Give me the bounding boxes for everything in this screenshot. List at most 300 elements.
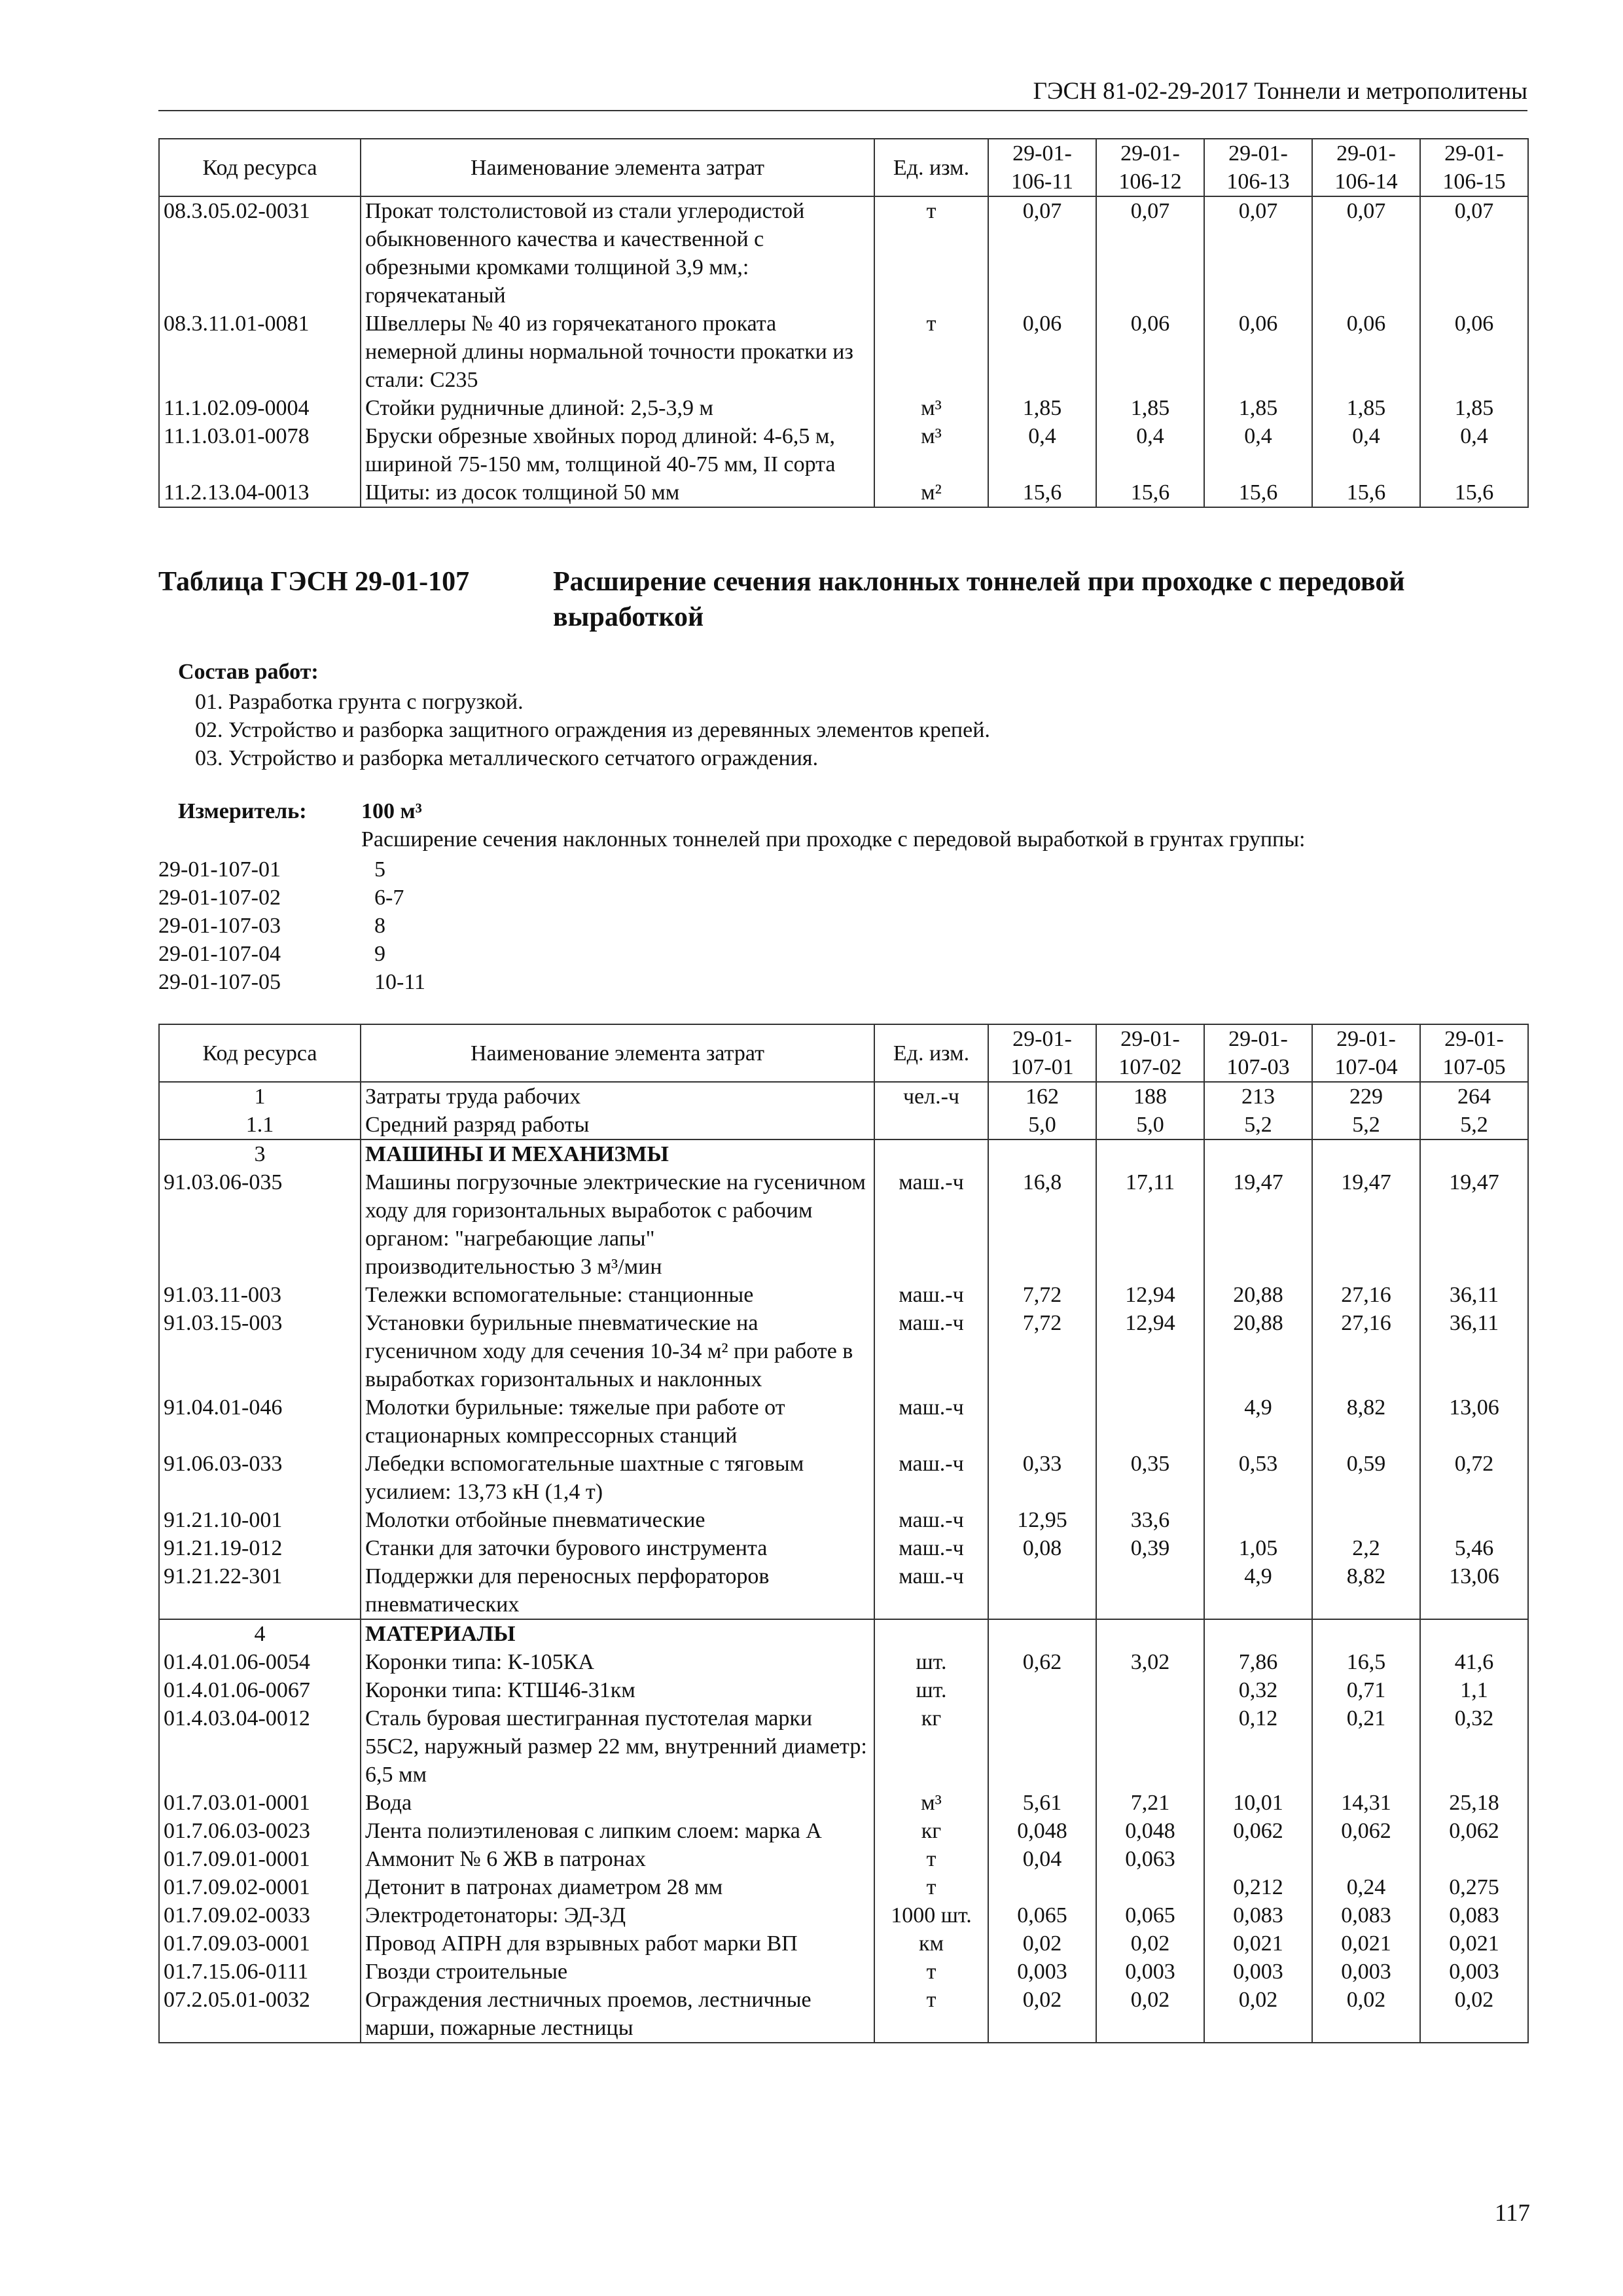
column-header: 29-01- 107-04 — [1312, 1024, 1420, 1082]
table-row — [159, 1111, 1528, 1139]
value-cell: 5,0 — [1096, 1111, 1204, 1139]
value-cell: 0,06 — [1312, 310, 1420, 394]
value-cell: 0,083 — [1204, 1901, 1312, 1929]
value-cell: 1,1 — [1420, 1676, 1528, 1704]
value-cell: 0,083 — [1312, 1901, 1420, 1929]
value-cell: 0,048 — [988, 1817, 1096, 1845]
value-cell: 0,06 — [988, 310, 1096, 394]
resource-name: Сталь буровая шестигранная пустотелая марки 55С2, наружный размер 22 мм, внутренний диаметр: 6,5 мм — [361, 1704, 874, 1789]
resource-code: 01.7.09.03-0001 — [159, 1929, 361, 1958]
value-cell — [988, 1139, 1096, 1168]
value-cell: 0,003 — [1204, 1958, 1312, 1986]
running-header — [158, 77, 1527, 111]
resource-name: Щиты: из досок толщиной 50 мм — [361, 478, 874, 507]
value-cell: 12,94 — [1096, 1281, 1204, 1309]
value-cell — [1204, 1506, 1312, 1534]
value-cell — [988, 1619, 1096, 1648]
value-cell: 0,07 — [1204, 196, 1312, 310]
resource-code: 08.3.11.01-0081 — [159, 310, 361, 394]
value-cell: 0,062 — [1420, 1817, 1528, 1845]
column-header: 29-01- 106-12 — [1096, 139, 1204, 196]
value-cell: 20,88 — [1204, 1281, 1312, 1309]
value-cell: 0,003 — [988, 1958, 1096, 1986]
column-header: 29-01- 106-14 — [1312, 139, 1420, 196]
value-cell: 0,021 — [1312, 1929, 1420, 1958]
value-cell: 0,06 — [1204, 310, 1312, 394]
column-header: Наименование элемента затрат — [361, 139, 874, 196]
value-cell: 2,2 — [1312, 1534, 1420, 1562]
table-row — [159, 422, 1528, 478]
variant-row — [158, 884, 505, 912]
table-row — [159, 1562, 1528, 1619]
column-header: 29-01- 106-13 — [1204, 139, 1312, 196]
column-header: Код ресурса — [159, 139, 361, 196]
resource-name: Поддержки для переносных перфораторов пневматических — [361, 1562, 874, 1619]
value-cell — [1096, 1393, 1204, 1450]
value-cell: 1,85 — [1312, 394, 1420, 422]
variant-row — [158, 912, 505, 940]
resource-code: 01.7.06.03-0023 — [159, 1817, 361, 1845]
resource-name: Лебедки вспомогательные шахтные с тяговым усилием: 13,73 кН (1,4 т) — [361, 1450, 874, 1506]
resource-code: 91.03.15-003 — [159, 1309, 361, 1393]
resource-name: Ограждения лестничных проемов, лестничные марши, пожарные лестницы — [361, 1986, 874, 2043]
column-header: 29-01- 107-01 — [988, 1024, 1096, 1082]
value-cell: 0,33 — [988, 1450, 1096, 1506]
value-cell: 16,8 — [988, 1168, 1096, 1281]
value-cell: 3,02 — [1096, 1648, 1204, 1676]
unit-cell: т — [874, 196, 988, 310]
resource-name: Лента полиэтиленовая с липким слоем: марка А — [361, 1817, 874, 1845]
value-cell: 15,6 — [1204, 478, 1312, 507]
value-cell: 7,72 — [988, 1309, 1096, 1393]
value-cell: 0,12 — [1204, 1704, 1312, 1789]
unit-cell: кг — [874, 1704, 988, 1789]
value-cell: 0,07 — [988, 196, 1096, 310]
value-cell: 5,61 — [988, 1789, 1096, 1817]
variant-row — [158, 968, 505, 996]
value-cell: 1,85 — [1420, 394, 1528, 422]
value-cell: 5,2 — [1312, 1111, 1420, 1139]
variant-group: 6-7 — [374, 886, 404, 910]
table-row — [159, 1139, 1528, 1168]
value-cell — [988, 1562, 1096, 1619]
resource-code: 91.03.06-035 — [159, 1168, 361, 1281]
unit-cell: т — [874, 310, 988, 394]
variant-group: 9 — [374, 942, 385, 966]
value-cell: 10,01 — [1204, 1789, 1312, 1817]
table-row — [159, 1393, 1528, 1450]
value-cell: 27,16 — [1312, 1309, 1420, 1393]
resource-code: 11.1.02.09-0004 — [159, 394, 361, 422]
value-cell: 27,16 — [1312, 1281, 1420, 1309]
value-cell: 1,85 — [988, 394, 1096, 422]
table-row — [159, 1817, 1528, 1845]
value-cell: 7,86 — [1204, 1648, 1312, 1676]
variant-group: 8 — [374, 914, 385, 938]
resource-code: 01.7.03.01-0001 — [159, 1789, 361, 1817]
unit-cell: маш.-ч — [874, 1450, 988, 1506]
resource-code: 07.2.05.01-0032 — [159, 1986, 361, 2043]
resource-code: 01.7.15.06-0111 — [159, 1958, 361, 1986]
value-cell: 0,53 — [1204, 1450, 1312, 1506]
value-cell: 0,065 — [988, 1901, 1096, 1929]
unit-cell — [874, 1139, 988, 1168]
value-cell — [1312, 1845, 1420, 1873]
unit-cell: чел.-ч — [874, 1082, 988, 1111]
resource-name: Машины погрузочные электрические на гусеничном ходу для горизонтальных выработок с рабочим органом: "нагребающие лапы" производительностью 3 м³/мин — [361, 1168, 874, 1281]
resource-name: Гвозди строительные — [361, 1958, 874, 1986]
unit-cell: м³ — [874, 394, 988, 422]
value-cell: 1,85 — [1204, 394, 1312, 422]
table-row — [159, 1534, 1528, 1562]
value-cell: 0,4 — [1312, 422, 1420, 478]
resource-code: 4 — [159, 1619, 361, 1648]
variant-code: 29-01-107-02 — [158, 886, 281, 910]
value-cell: 5,0 — [988, 1111, 1096, 1139]
value-cell: 7,72 — [988, 1281, 1096, 1309]
unit-cell: маш.-ч — [874, 1506, 988, 1534]
column-header: 29-01- 107-05 — [1420, 1024, 1528, 1082]
value-cell — [1096, 1676, 1204, 1704]
value-cell — [1096, 1704, 1204, 1789]
variant-row — [158, 940, 505, 968]
value-cell: 0,39 — [1096, 1534, 1204, 1562]
value-cell: 264 — [1420, 1082, 1528, 1111]
table-row — [159, 1958, 1528, 1986]
value-cell: 1,05 — [1204, 1534, 1312, 1562]
table-row — [159, 1309, 1528, 1393]
resource-name: Швеллеры № 40 из горячекатаного проката немерной длины нормальной точности прокатки из стали: С235 — [361, 310, 874, 394]
value-cell: 0,24 — [1312, 1873, 1420, 1901]
value-cell: 0,35 — [1096, 1450, 1204, 1506]
value-cell — [1420, 1619, 1528, 1648]
table-row — [159, 1789, 1528, 1817]
value-cell: 0,21 — [1312, 1704, 1420, 1789]
value-cell: 8,82 — [1312, 1393, 1420, 1450]
value-cell: 0,07 — [1420, 196, 1528, 310]
value-cell: 0,32 — [1420, 1704, 1528, 1789]
value-cell: 5,46 — [1420, 1534, 1528, 1562]
table-row — [159, 1168, 1528, 1281]
value-cell: 0,06 — [1096, 310, 1204, 394]
resource-code: 01.4.01.06-0054 — [159, 1648, 361, 1676]
value-cell — [1204, 1845, 1312, 1873]
unit-cell — [874, 1619, 988, 1648]
table-row — [159, 394, 1528, 422]
variant-group: 10-11 — [374, 970, 426, 994]
table-row — [159, 1986, 1528, 2043]
table-row — [159, 478, 1528, 507]
resource-code: 01.4.03.04-0012 — [159, 1704, 361, 1789]
value-cell: 0,59 — [1312, 1450, 1420, 1506]
value-cell — [1096, 1562, 1204, 1619]
value-cell — [1096, 1873, 1204, 1901]
value-cell: 188 — [1096, 1082, 1204, 1111]
column-header: 29-01- 107-02 — [1096, 1024, 1204, 1082]
value-cell: 0,4 — [1420, 422, 1528, 478]
resource-name: Стойки рудничные длиной: 2,5-3,9 м — [361, 394, 874, 422]
table-row — [159, 1648, 1528, 1676]
unit-cell: 1000 шт. — [874, 1901, 988, 1929]
value-cell: 0,08 — [988, 1534, 1096, 1562]
value-cell: 0,212 — [1204, 1873, 1312, 1901]
value-cell: 0,4 — [1096, 422, 1204, 478]
value-cell: 41,6 — [1420, 1648, 1528, 1676]
value-cell: 15,6 — [1312, 478, 1420, 507]
table-row — [159, 1506, 1528, 1534]
value-cell — [1420, 1139, 1528, 1168]
value-cell — [1096, 1139, 1204, 1168]
resource-code: 3 — [159, 1139, 361, 1168]
value-cell: 0,02 — [1204, 1986, 1312, 2043]
value-cell: 0,07 — [1312, 196, 1420, 310]
table-row — [159, 1619, 1528, 1648]
value-cell: 19,47 — [1204, 1168, 1312, 1281]
value-cell — [1312, 1506, 1420, 1534]
resource-name: Молотки отбойные пневматические — [361, 1506, 874, 1534]
value-cell: 162 — [988, 1082, 1096, 1111]
resource-code: 01.7.09.02-0001 — [159, 1873, 361, 1901]
value-cell: 0,02 — [1312, 1986, 1420, 2043]
value-cell: 17,11 — [1096, 1168, 1204, 1281]
value-cell: 15,6 — [1096, 478, 1204, 507]
resource-code: 91.21.10-001 — [159, 1506, 361, 1534]
value-cell — [988, 1676, 1096, 1704]
column-header: Код ресурса — [159, 1024, 361, 1082]
unit-cell: т — [874, 1986, 988, 2043]
unit-cell: м² — [874, 478, 988, 507]
value-cell — [1204, 1619, 1312, 1648]
unit-cell: т — [874, 1873, 988, 1901]
resource-code: 1.1 — [159, 1111, 361, 1139]
value-cell: 5,2 — [1204, 1111, 1312, 1139]
resource-name: МАТЕРИАЛЫ — [361, 1619, 874, 1648]
page-number: 117 — [1494, 2200, 1530, 2227]
resource-code: 01.7.09.02-0033 — [159, 1901, 361, 1929]
resources-table-107 — [158, 1024, 1529, 2043]
table-row — [159, 1704, 1528, 1789]
resource-code: 91.04.01-046 — [159, 1393, 361, 1450]
unit-cell: шт. — [874, 1676, 988, 1704]
value-cell: 14,31 — [1312, 1789, 1420, 1817]
resource-name: МАШИНЫ И МЕХАНИЗМЫ — [361, 1139, 874, 1168]
table-row — [159, 1281, 1528, 1309]
value-cell — [1420, 1845, 1528, 1873]
value-cell: 0,062 — [1312, 1817, 1420, 1845]
composition-item: 01. Разработка грунта с погрузкой. — [195, 690, 524, 714]
variant-code: 29-01-107-04 — [158, 942, 281, 966]
unit-cell: м³ — [874, 422, 988, 478]
table-row — [159, 1901, 1528, 1929]
value-cell: 0,71 — [1312, 1676, 1420, 1704]
value-cell: 0,4 — [988, 422, 1096, 478]
value-cell: 0,04 — [988, 1845, 1096, 1873]
resource-name: Установки бурильные пневматические на гусеничном ходу для сечения 10-34 м² при работе в выработках горизонтальных и наклонных — [361, 1309, 874, 1393]
value-cell: 0,62 — [988, 1648, 1096, 1676]
value-cell: 0,065 — [1096, 1901, 1204, 1929]
value-cell: 19,47 — [1312, 1168, 1420, 1281]
table-row — [159, 1873, 1528, 1901]
table-row — [159, 1929, 1528, 1958]
column-header: Наименование элемента затрат — [361, 1024, 874, 1082]
resource-name: Затраты труда рабочих — [361, 1082, 874, 1111]
composition-list — [195, 688, 990, 772]
unit-cell: кг — [874, 1817, 988, 1845]
value-cell: 0,02 — [1420, 1986, 1528, 2043]
table-row — [159, 1845, 1528, 1873]
value-cell: 0,062 — [1204, 1817, 1312, 1845]
value-cell: 7,21 — [1096, 1789, 1204, 1817]
value-cell: 0,021 — [1420, 1929, 1528, 1958]
meter-description: Расширение сечения наклонных тоннелей при проходке с передовой выработкой в грунтах группы: — [361, 827, 1306, 852]
value-cell: 33,6 — [1096, 1506, 1204, 1534]
value-cell: 4,9 — [1204, 1562, 1312, 1619]
unit-cell: т — [874, 1845, 988, 1873]
document-title: ГЭСН 81-02-29-2017 Тоннели и метрополитены — [1033, 78, 1527, 105]
value-cell: 36,11 — [1420, 1309, 1528, 1393]
resource-code: 91.03.11-003 — [159, 1281, 361, 1309]
variant-code: 29-01-107-05 — [158, 970, 281, 994]
resource-name: Средний разряд работы — [361, 1111, 874, 1139]
value-cell — [1096, 1619, 1204, 1648]
value-cell: 0,07 — [1096, 196, 1204, 310]
resources-table-106 — [158, 138, 1529, 508]
value-cell: 0,02 — [1096, 1986, 1204, 2043]
value-cell: 20,88 — [1204, 1309, 1312, 1393]
resource-name: Электродетонаторы: ЭД-3Д — [361, 1901, 874, 1929]
meter-label: Измеритель: — [178, 799, 307, 823]
value-cell — [1312, 1619, 1420, 1648]
value-cell: 12,95 — [988, 1506, 1096, 1534]
variant-code: 29-01-107-03 — [158, 914, 281, 938]
value-cell: 0,32 — [1204, 1676, 1312, 1704]
table-row — [159, 1450, 1528, 1506]
unit-cell: маш.-ч — [874, 1562, 988, 1619]
table-caption: Расширение сечения наклонных тоннелей при проходке с передовой выработкой — [553, 567, 1405, 632]
value-cell: 12,94 — [1096, 1309, 1204, 1393]
resource-name: Вода — [361, 1789, 874, 1817]
composition-title: Состав работ: — [178, 660, 319, 684]
value-cell: 0,021 — [1204, 1929, 1312, 1958]
resource-name: Аммонит № 6 ЖВ в патронах — [361, 1845, 874, 1873]
value-cell: 0,003 — [1096, 1958, 1204, 1986]
value-cell: 4,9 — [1204, 1393, 1312, 1450]
value-cell — [988, 1704, 1096, 1789]
value-cell — [1312, 1139, 1420, 1168]
value-cell: 5,2 — [1420, 1111, 1528, 1139]
resource-name: Тележки вспомогательные: станционные — [361, 1281, 874, 1309]
resource-code: 91.06.03-033 — [159, 1450, 361, 1506]
table-number: Таблица ГЭСН 29-01-107 — [158, 567, 470, 597]
resource-name: Бруски обрезные хвойных пород длиной: 4-6,5 м, шириной 75-150 мм, толщиной 40-75 мм, II сорта — [361, 422, 874, 478]
table-row — [159, 1082, 1528, 1111]
resource-code: 11.2.13.04-0013 — [159, 478, 361, 507]
table-header-row — [159, 1024, 1528, 1082]
value-cell — [1204, 1139, 1312, 1168]
composition-item: 03. Устройство и разборка металлического сетчатого ограждения. — [195, 746, 819, 770]
value-cell: 16,5 — [1312, 1648, 1420, 1676]
resource-code: 91.21.19-012 — [159, 1534, 361, 1562]
unit-cell: т — [874, 1958, 988, 1986]
table-row — [159, 1676, 1528, 1704]
value-cell: 36,11 — [1420, 1281, 1528, 1309]
resource-code: 01.4.01.06-0067 — [159, 1676, 361, 1704]
value-cell: 15,6 — [1420, 478, 1528, 507]
column-header: Ед. изм. — [874, 1024, 988, 1082]
variant-row — [158, 855, 505, 884]
column-header: 29-01- 106-11 — [988, 139, 1096, 196]
resource-code: 08.3.05.02-0031 — [159, 196, 361, 310]
value-cell: 0,003 — [1420, 1958, 1528, 1986]
value-cell: 19,47 — [1420, 1168, 1528, 1281]
column-header: Ед. изм. — [874, 139, 988, 196]
unit-cell: шт. — [874, 1648, 988, 1676]
resource-name: Молотки бурильные: тяжелые при работе от стационарных компрессорных станций — [361, 1393, 874, 1450]
composition-item: 02. Устройство и разборка защитного ограждения из деревянных элементов крепей. — [195, 718, 990, 742]
value-cell: 0,02 — [988, 1986, 1096, 2043]
value-cell: 213 — [1204, 1082, 1312, 1111]
value-cell: 0,083 — [1420, 1901, 1528, 1929]
unit-cell: маш.-ч — [874, 1281, 988, 1309]
resource-name: Коронки типа: К-105КА — [361, 1648, 874, 1676]
value-cell: 0,06 — [1420, 310, 1528, 394]
value-cell: 15,6 — [988, 478, 1096, 507]
resource-code: 91.21.22-301 — [159, 1562, 361, 1619]
unit-cell: км — [874, 1929, 988, 1958]
value-cell: 0,02 — [1096, 1929, 1204, 1958]
table-row — [159, 196, 1528, 310]
value-cell: 0,4 — [1204, 422, 1312, 478]
variants-list — [158, 855, 505, 996]
value-cell: 8,82 — [1312, 1562, 1420, 1619]
value-cell: 0,003 — [1312, 1958, 1420, 1986]
variant-group: 5 — [374, 857, 385, 882]
value-cell: 13,06 — [1420, 1562, 1528, 1619]
value-cell: 13,06 — [1420, 1393, 1528, 1450]
resource-name: Прокат толстолистовой из стали углеродистой обыкновенного качества и качественной с обрезными кромками толщиной 3,9 мм,: горячекатаный — [361, 196, 874, 310]
unit-cell: маш.-ч — [874, 1534, 988, 1562]
table-row — [159, 310, 1528, 394]
value-cell: 0,063 — [1096, 1845, 1204, 1873]
unit-cell: м³ — [874, 1789, 988, 1817]
unit-cell: маш.-ч — [874, 1309, 988, 1393]
value-cell: 0,02 — [988, 1929, 1096, 1958]
resource-name: Станки для заточки бурового инструмента — [361, 1534, 874, 1562]
resource-code: 01.7.09.01-0001 — [159, 1845, 361, 1873]
column-header: 29-01- 106-15 — [1420, 139, 1528, 196]
value-cell: 0,72 — [1420, 1450, 1528, 1506]
column-header: 29-01- 107-03 — [1204, 1024, 1312, 1082]
value-cell: 0,048 — [1096, 1817, 1204, 1845]
value-cell — [1420, 1506, 1528, 1534]
resource-name: Детонит в патронах диаметром 28 мм — [361, 1873, 874, 1901]
resource-code: 11.1.03.01-0078 — [159, 422, 361, 478]
meter-value: 100 м³ — [361, 799, 422, 823]
value-cell: 0,275 — [1420, 1873, 1528, 1901]
unit-cell — [874, 1111, 988, 1139]
variant-code: 29-01-107-01 — [158, 857, 281, 882]
value-cell: 25,18 — [1420, 1789, 1528, 1817]
value-cell — [988, 1873, 1096, 1901]
resource-code: 1 — [159, 1082, 361, 1111]
unit-cell: маш.-ч — [874, 1168, 988, 1281]
value-cell — [988, 1393, 1096, 1450]
resource-name: Провод АПРН для взрывных работ марки ВП — [361, 1929, 874, 1958]
value-cell: 1,85 — [1096, 394, 1204, 422]
unit-cell: маш.-ч — [874, 1393, 988, 1450]
table-header-row — [159, 139, 1528, 196]
resource-name: Коронки типа: КТШ46-31км — [361, 1676, 874, 1704]
